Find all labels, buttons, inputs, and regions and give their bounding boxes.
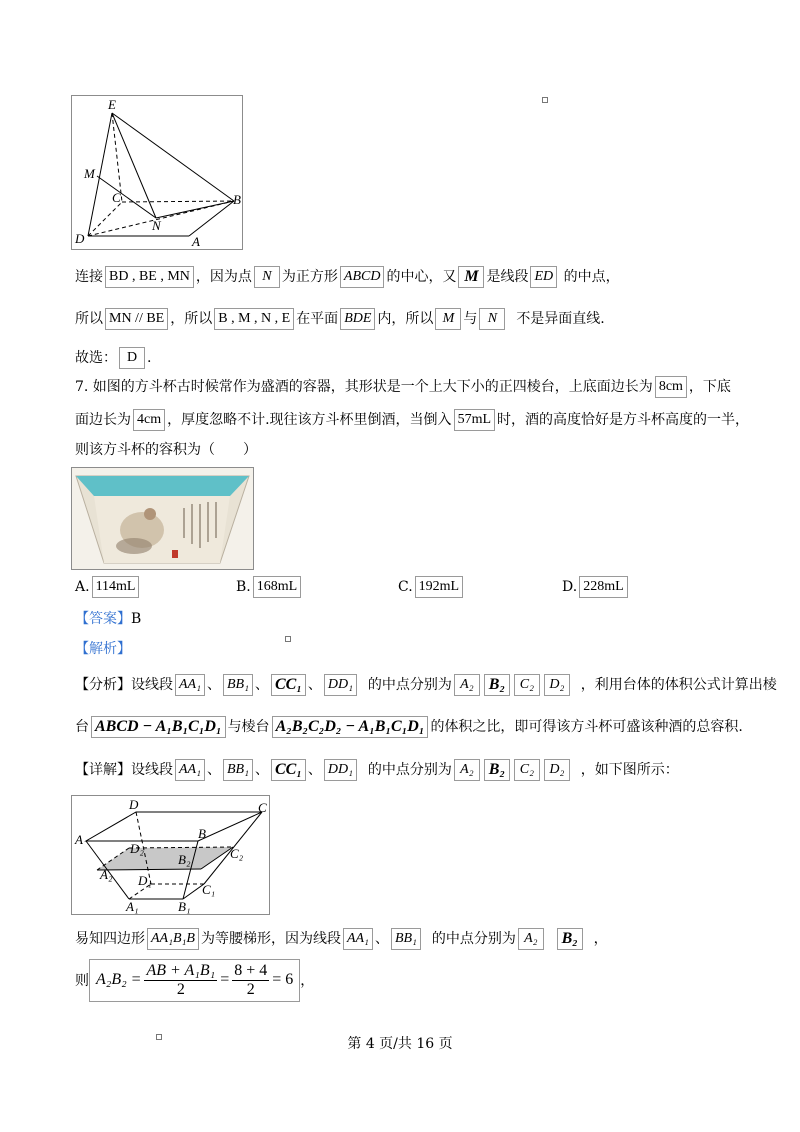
- analysis-tag-line: [75, 638, 131, 660]
- math-box: DD₁: [324, 674, 357, 696]
- math-box: ABCD − A₁B₁C₁D₁: [91, 716, 226, 738]
- fenxi-line-2: 台 ABCD − A₁B₁C₁D₁ 与棱台 A₂B₂C₂D₂ − A₁B₁C₁D₁ 的体积之比，即可得该方斗杯可盛该种酒的总容积.: [75, 716, 743, 738]
- after-line-1: 易知四边形 AA₁B₁B 为等腰梯形，因为线段 AA₁ 、 BB₁ 的中点分别为 A₂ B₂ ，: [75, 928, 608, 950]
- option-value: 168mL: [253, 576, 301, 598]
- proof-line-2: 所以 MN // BE ，所以 B , M , N , E 在平面 BDE 内，所以 M 与 N 不是异面直线.: [75, 308, 605, 330]
- math-box: BDE: [340, 308, 375, 330]
- math-box: CC₁: [271, 759, 306, 781]
- pyramid-figure: [71, 95, 243, 250]
- marker-dot: [285, 636, 291, 642]
- pyramid-diagram: [72, 96, 242, 249]
- frustum-diagram: [72, 796, 269, 914]
- math-box: M: [435, 308, 461, 330]
- option-value: 192mL: [415, 576, 463, 598]
- label-b2: B₂: [178, 852, 191, 867]
- label-a2: A₂: [100, 867, 113, 882]
- cup-photo: [71, 467, 254, 570]
- math-box: AA₁: [343, 928, 373, 950]
- math-box: 4cm: [133, 409, 165, 431]
- math-box: B₂: [557, 928, 583, 950]
- math-box: BB₁: [223, 759, 253, 781]
- label-b1: B₁: [178, 899, 191, 914]
- fenxi-line-1: 【分析】设线段 AA₁ 、 BB₁ 、 CC₁ 、 DD₁ 的中点分别为 A₂ B₂ C₂ D₂ ，利用台体的体积公式计算出棱: [75, 674, 777, 696]
- math-box: C₂: [514, 674, 540, 696]
- fraction: $\frac{8 + 4}{2}$: [234, 961, 268, 998]
- option-d[interactable]: D. 228mL: [562, 576, 630, 598]
- fraction: $\frac{\text{AB + A₁B₁}}{2}$: [146, 961, 216, 998]
- label-d: D: [129, 797, 139, 812]
- frustum-figure: [71, 795, 270, 915]
- equation-box: A₂B₂ = $\frac{\text{AB + A₁B₁}}{2}$ = $\frac{8 + 4}{2}$ = 6: [89, 959, 300, 1002]
- option-value: 114mL: [92, 576, 140, 598]
- label-a1: A₁: [126, 899, 139, 914]
- analysis-tag: 【解析】: [75, 641, 131, 657]
- label-c: C: [258, 800, 267, 815]
- math-box: 8cm: [655, 376, 687, 398]
- math-box: ABCD: [340, 266, 385, 288]
- math-box: CC₁: [271, 674, 306, 696]
- answer-line: [75, 608, 141, 630]
- label-m: M: [84, 166, 95, 181]
- math-box: A₂: [518, 928, 544, 950]
- math-box: BD , BE , MN: [105, 266, 194, 288]
- xiangjie-line: 【详解】设线段 AA₁ 、 BB₁ 、 CC₁ 、 DD₁ 的中点分别为 A₂ B₂ C₂ D₂ ，如下图所示：: [75, 759, 679, 781]
- option-c[interactable]: C. 192mL: [398, 576, 465, 598]
- math-box: 57mL: [454, 409, 495, 431]
- question-7-line-2: 面边长为 4cm ，厚度忽略不计.现往该方斗杯里倒酒，当倒入 57mL 时，酒的高度恰好是方斗杯高度的一半，: [75, 409, 749, 431]
- math-box: ED: [530, 266, 557, 288]
- answer-tag: 【答案】: [75, 611, 131, 627]
- math-box: DD₁: [324, 759, 357, 781]
- label-c2: C₂: [230, 846, 244, 861]
- answer-value: B: [131, 611, 142, 627]
- math-box: D₂: [544, 759, 570, 781]
- equation-line: 则 A₂B₂ = $\frac{\text{AB + A₁B₁}}{2}$ = $\frac{8 + 4}{2}$ = 6 ，: [75, 958, 314, 1002]
- math-box: A₂B₂C₂D₂ − A₁B₁C₁D₁: [272, 716, 429, 738]
- option-a[interactable]: A. 114mL: [75, 576, 141, 598]
- label-e: E: [108, 97, 116, 112]
- label-a: A: [192, 234, 200, 249]
- math-box: C₂: [514, 759, 540, 781]
- cup-image: [72, 468, 253, 569]
- question-7-line-3: 则该方斗杯的容积为（ ）: [75, 442, 257, 458]
- math-box: AA₁B₁B: [147, 928, 199, 950]
- label-n: N: [152, 218, 161, 233]
- label-c1: C₁: [202, 882, 216, 897]
- math-box: MN // BE: [105, 308, 168, 330]
- label-d1: D₁: [138, 873, 152, 888]
- math-box: M: [458, 266, 484, 288]
- math-box: A₂: [454, 759, 480, 781]
- label-d2: D₂: [130, 841, 144, 856]
- math-box: A₂: [454, 674, 480, 696]
- math-box: N: [479, 308, 505, 330]
- label-c: C: [112, 190, 121, 205]
- math-box: D: [119, 347, 145, 369]
- math-box: D₂: [544, 674, 570, 696]
- math-box: AA₁: [175, 759, 205, 781]
- option-b[interactable]: B. 168mL: [236, 576, 303, 598]
- label-b: B: [198, 826, 206, 841]
- marker-dot: [542, 97, 548, 103]
- math-box: N: [254, 266, 280, 288]
- math-box: B , M , N , E: [214, 308, 294, 330]
- question-7-line-1: 7. 如图的方斗杯古时候常作为盛酒的容器，其形状是一个上大下小的正四棱台，上底面边长为 8cm ，下底: [75, 376, 731, 398]
- label-a: A: [75, 832, 83, 847]
- page-footer: 第 4 页/共 16 页: [347, 1036, 453, 1052]
- math-box: BB₁: [223, 674, 253, 696]
- math-box: AA₁: [175, 674, 205, 696]
- proof-line-1: 连接 BD , BE , MN ，因为点 N 为正方形 ABCD 的中心，又 M 是线段 ED 的中点，: [75, 266, 620, 288]
- proof-line-3: 故选： D .: [75, 347, 151, 369]
- label-b: B: [233, 192, 241, 207]
- label-d: D: [75, 231, 85, 246]
- math-box: B₂: [484, 759, 510, 781]
- math-box: BB₁: [391, 928, 421, 950]
- option-value: 228mL: [579, 576, 627, 598]
- math-box: B₂: [484, 674, 510, 696]
